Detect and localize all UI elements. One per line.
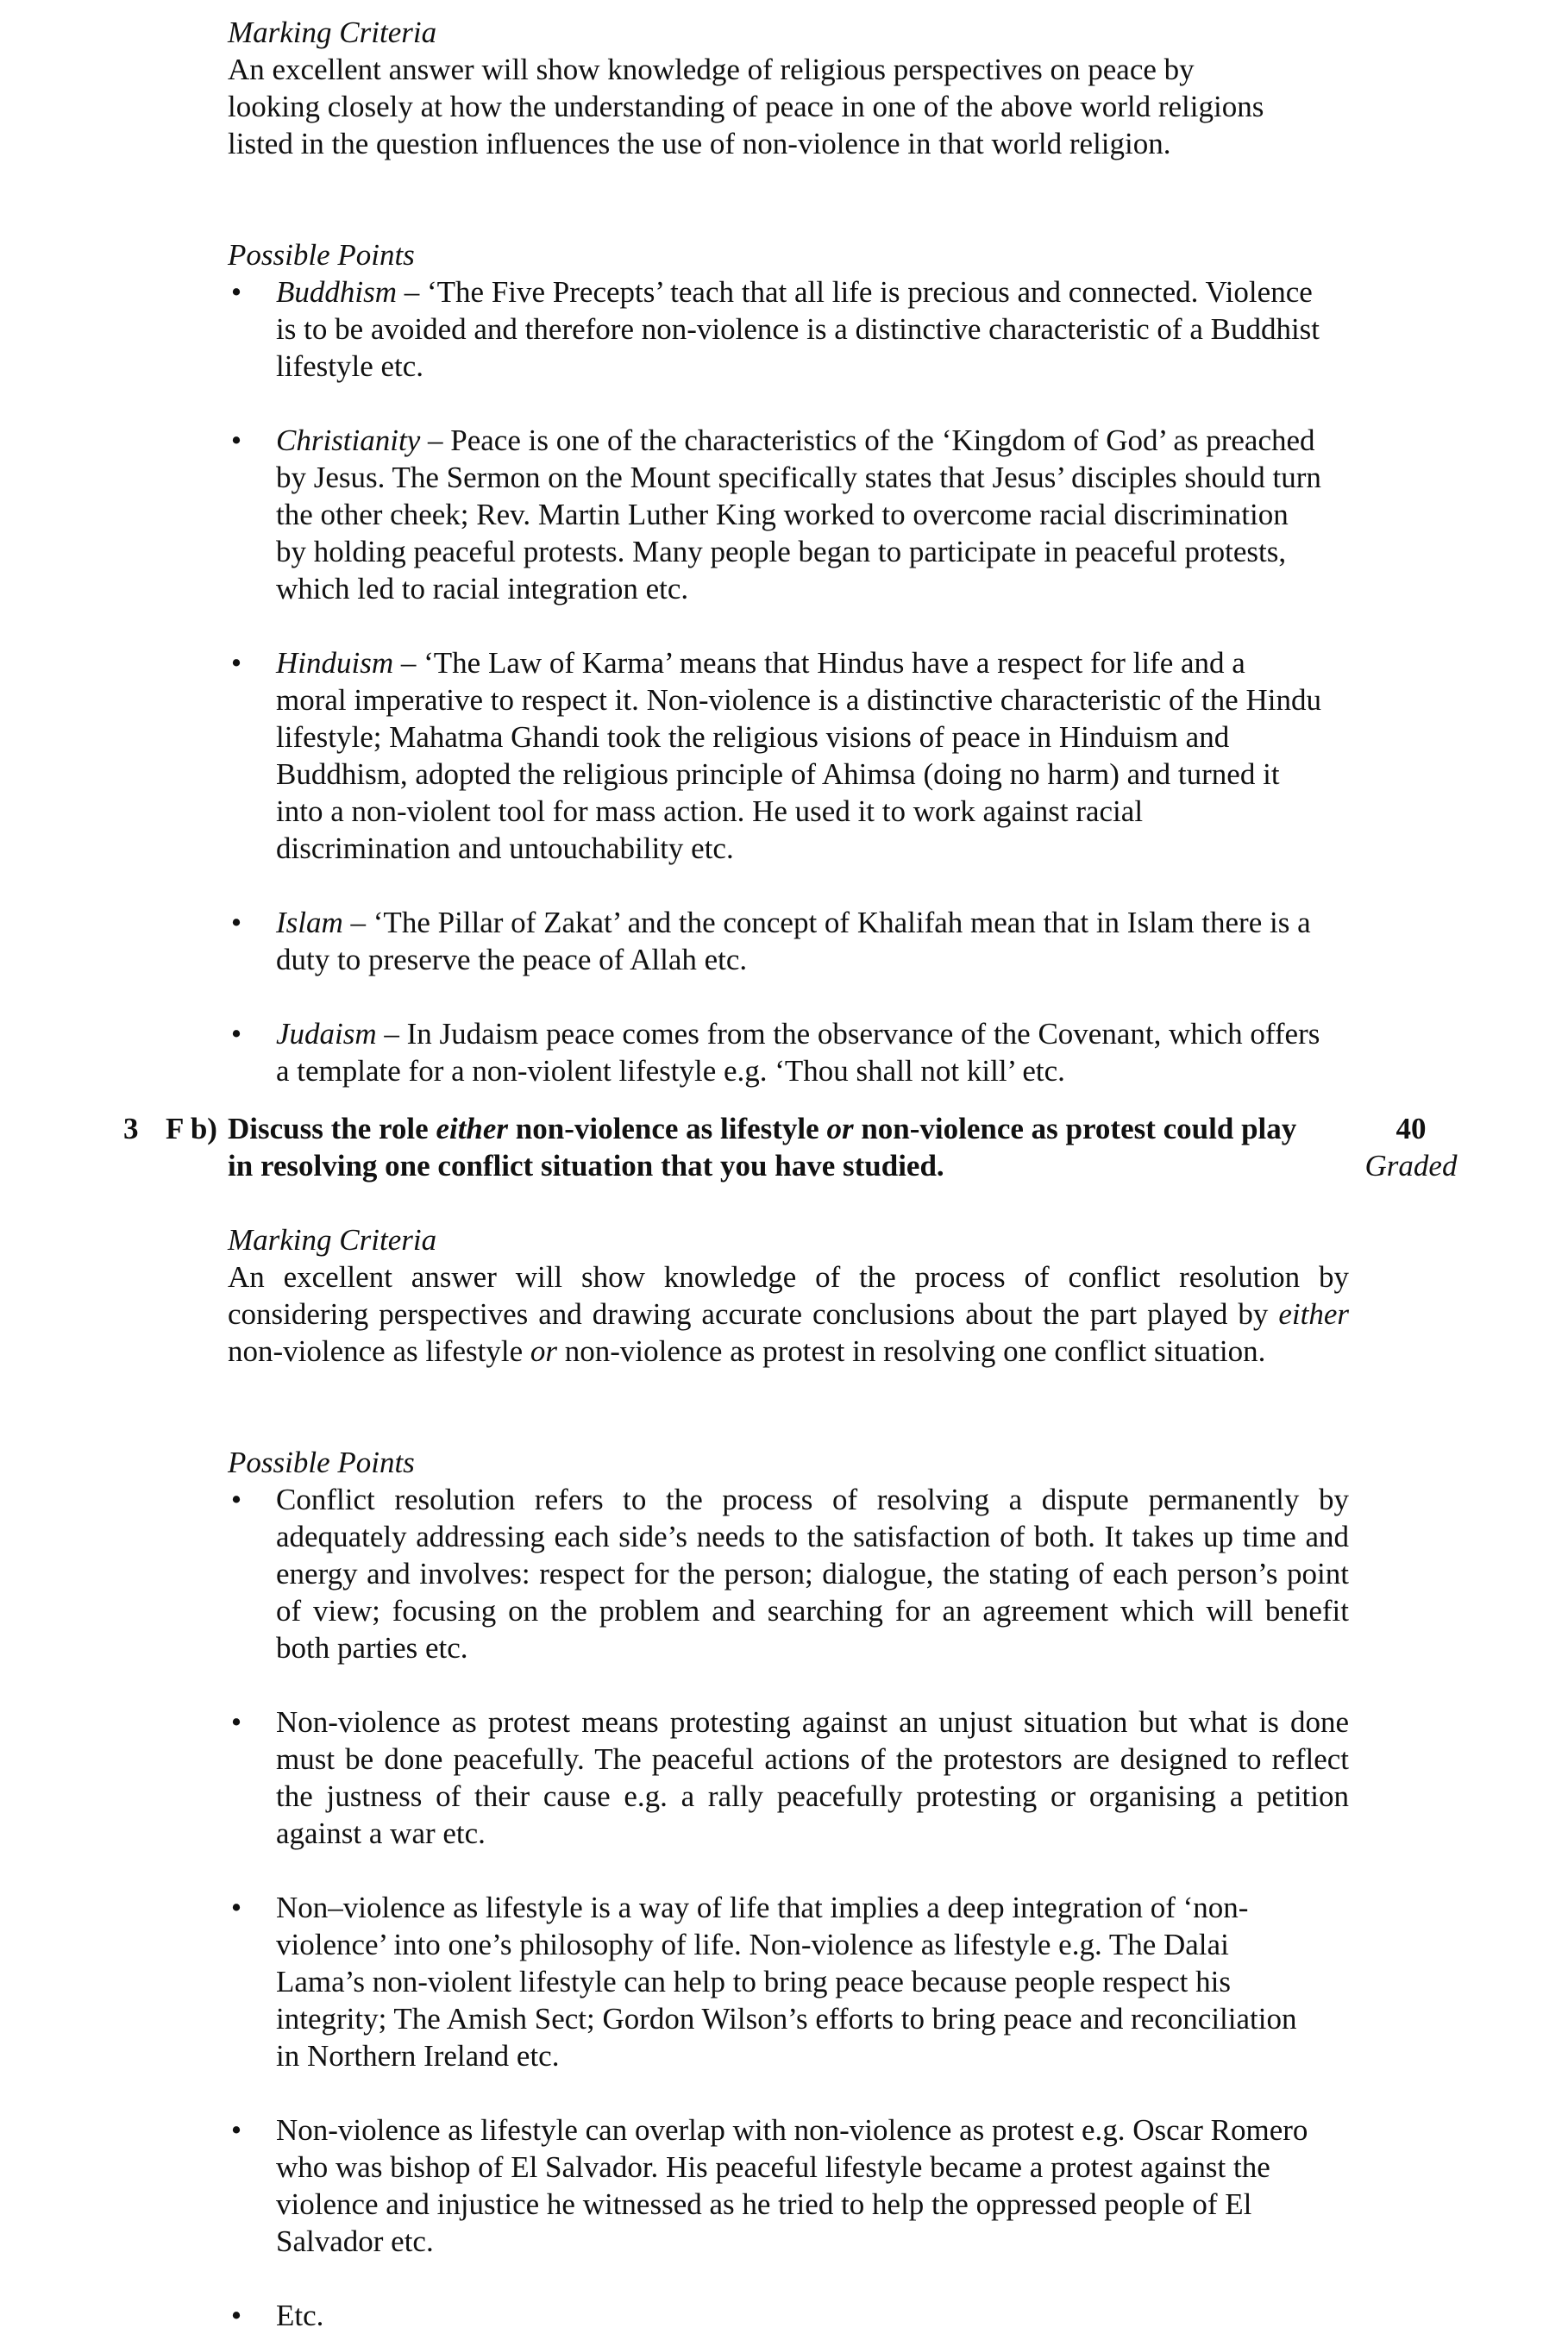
point-term: Buddhism bbox=[276, 275, 397, 309]
point-term: Judaism bbox=[276, 1017, 377, 1051]
points-list bbox=[228, 273, 1323, 1089]
point-term: Hinduism bbox=[276, 646, 394, 680]
bullet-icon: • bbox=[230, 1891, 242, 1924]
point-text: Etc. bbox=[276, 2299, 324, 2332]
point-text: – In Judaism peace comes from the observance of the Covenant, which offers a template for a non-violent lifestyle e.g. ‘Thou shall not kill’ etc. bbox=[276, 1017, 1320, 1088]
point-nonviolence-lifestyle bbox=[228, 1889, 1349, 2074]
point-text: – Peace is one of the characteristics of the ‘Kingdom of God’ as preached by Jesus. The Sermon on the Mount specifically states that Jesus’ disciples should turn the other cheek; Rev. Martin Luther King worked to overcome racial discrimination by holding peaceful protests. Many people began to participate in peaceful protests, which led to racial integration etc. bbox=[276, 424, 1321, 605]
point-christianity bbox=[228, 422, 1323, 607]
section1-points bbox=[228, 236, 1323, 1089]
criteria-text-1: An excellent answer will show knowledge of the process of conflict resolution by considering perspectives and drawing accurate conclusions about the part played by bbox=[228, 1260, 1349, 1331]
point-overlap bbox=[228, 2111, 1349, 2260]
bullet-icon: • bbox=[230, 2299, 242, 2332]
point-text: – ‘The Law of Karma’ means that Hindus have a respect for life and a moral imperative to respect it. Non-violence is a distinctive characteristic of the Hindu lifestyle; Mahatma Ghandi took the religious visions of peace in Hinduism and Buddhism, adopted the religious principle of Ahimsa (doing no harm) and turned it into a non-violent tool for mass action. He used it to work against racial discrimination and untouchability etc. bbox=[276, 646, 1321, 865]
criteria-heading: Marking Criteria bbox=[228, 16, 437, 49]
bullet-icon: • bbox=[230, 424, 242, 457]
section2-points bbox=[228, 1444, 1349, 2334]
question-text-3: non-violence as protest could play in resolving one conflict situation that you have studied. bbox=[228, 1112, 1297, 1183]
bullet-icon: • bbox=[230, 275, 242, 309]
section2-criteria bbox=[228, 1221, 1349, 1370]
points-heading: Possible Points bbox=[228, 238, 415, 272]
question-text-2: non-violence as lifestyle bbox=[508, 1112, 827, 1145]
bullet-icon: • bbox=[230, 906, 242, 939]
point-text: – ‘The Pillar of Zakat’ and the concept of Khalifah mean that in Islam there is a duty to preserve the peace of Allah etc. bbox=[276, 906, 1311, 976]
marks-value: 40 bbox=[1396, 1112, 1427, 1145]
section1-criteria bbox=[228, 14, 1271, 162]
criteria-text-3: non-violence as protest in resolving one conflict situation. bbox=[556, 1334, 1266, 1368]
bullet-icon: • bbox=[230, 1705, 242, 1739]
point-text: Non-violence as lifestyle can overlap with non-violence as protest e.g. Oscar Romero who was bishop of El Salvador. His peaceful lifestyle became a protest against the violence and injustice he witnessed as he tried to help the oppressed people of El Salvador etc. bbox=[276, 2113, 1308, 2258]
bullet-icon: • bbox=[230, 1483, 242, 1516]
point-etc bbox=[228, 2297, 1349, 2334]
points-heading: Possible Points bbox=[228, 1446, 415, 1479]
question-text bbox=[228, 1110, 1316, 1184]
point-term: Christianity bbox=[276, 424, 421, 457]
point-judaism bbox=[228, 1015, 1323, 1089]
bullet-icon: • bbox=[230, 2113, 242, 2147]
point-conflict-resolution bbox=[228, 1481, 1349, 1666]
point-buddhism bbox=[228, 273, 1323, 385]
marks-box bbox=[1351, 1110, 1471, 1184]
point-islam bbox=[228, 904, 1323, 978]
point-text: Conflict resolution refers to the process of resolving a dispute permanently by adequately addressing each side’s needs to the satisfaction of both. It takes up time and energy and involves: respect for the person; dialogue, the stating of each person’s point of view; focusing on the problem and searching for an agreement which will benefit both parties etc. bbox=[276, 1483, 1349, 1665]
bullet-icon: • bbox=[230, 646, 242, 680]
marks-type: Graded bbox=[1364, 1149, 1458, 1183]
point-text: Non-violence as protest means protesting against an unjust situation but what is done must be done peacefully. The peaceful actions of the protestors are designed to reflect the justness of their cause e.g. a rally peacefully protesting or organising a petition against a war etc. bbox=[276, 1705, 1349, 1850]
criteria-heading: Marking Criteria bbox=[228, 1223, 437, 1257]
question-or: or bbox=[826, 1112, 854, 1145]
criteria-text bbox=[228, 1258, 1349, 1370]
point-term: Islam bbox=[276, 906, 343, 939]
criteria-or: or bbox=[530, 1334, 557, 1368]
criteria-text: An excellent answer will show knowledge of religious perspectives on peace by looking closely at how the understanding of peace in one of the above world religions listed in the question influences the use of non-violence in that world religion. bbox=[228, 53, 1264, 160]
question-text-1: Discuss the role bbox=[228, 1112, 436, 1145]
bullet-icon: • bbox=[230, 1017, 242, 1051]
criteria-either: either bbox=[1278, 1297, 1349, 1331]
point-text: – ‘The Five Precepts’ teach that all life is precious and connected. Violence is to be avoided and therefore non-violence is a distinctive characteristic of a Buddhist lifestyle etc. bbox=[276, 275, 1320, 383]
point-nonviolence-protest bbox=[228, 1703, 1349, 1852]
point-hinduism bbox=[228, 644, 1323, 867]
point-text: Non–violence as lifestyle is a way of life that implies a deep integration of ‘non-violence’ into one’s philosophy of life. Non-violence as lifestyle e.g. The Dalai Lama’s non-violent lifestyle can help to bring peace because people respect his integrity; The Amish Sect; Gordon Wilson’s efforts to bring peace and reconciliation in Northern Ireland etc. bbox=[276, 1891, 1297, 2073]
criteria-text-2: non-violence as lifestyle bbox=[228, 1334, 530, 1368]
question-number: 3 bbox=[123, 1112, 139, 1145]
question-either: either bbox=[436, 1112, 509, 1145]
points-list bbox=[228, 1481, 1349, 2334]
question-part: F b) bbox=[166, 1112, 217, 1145]
